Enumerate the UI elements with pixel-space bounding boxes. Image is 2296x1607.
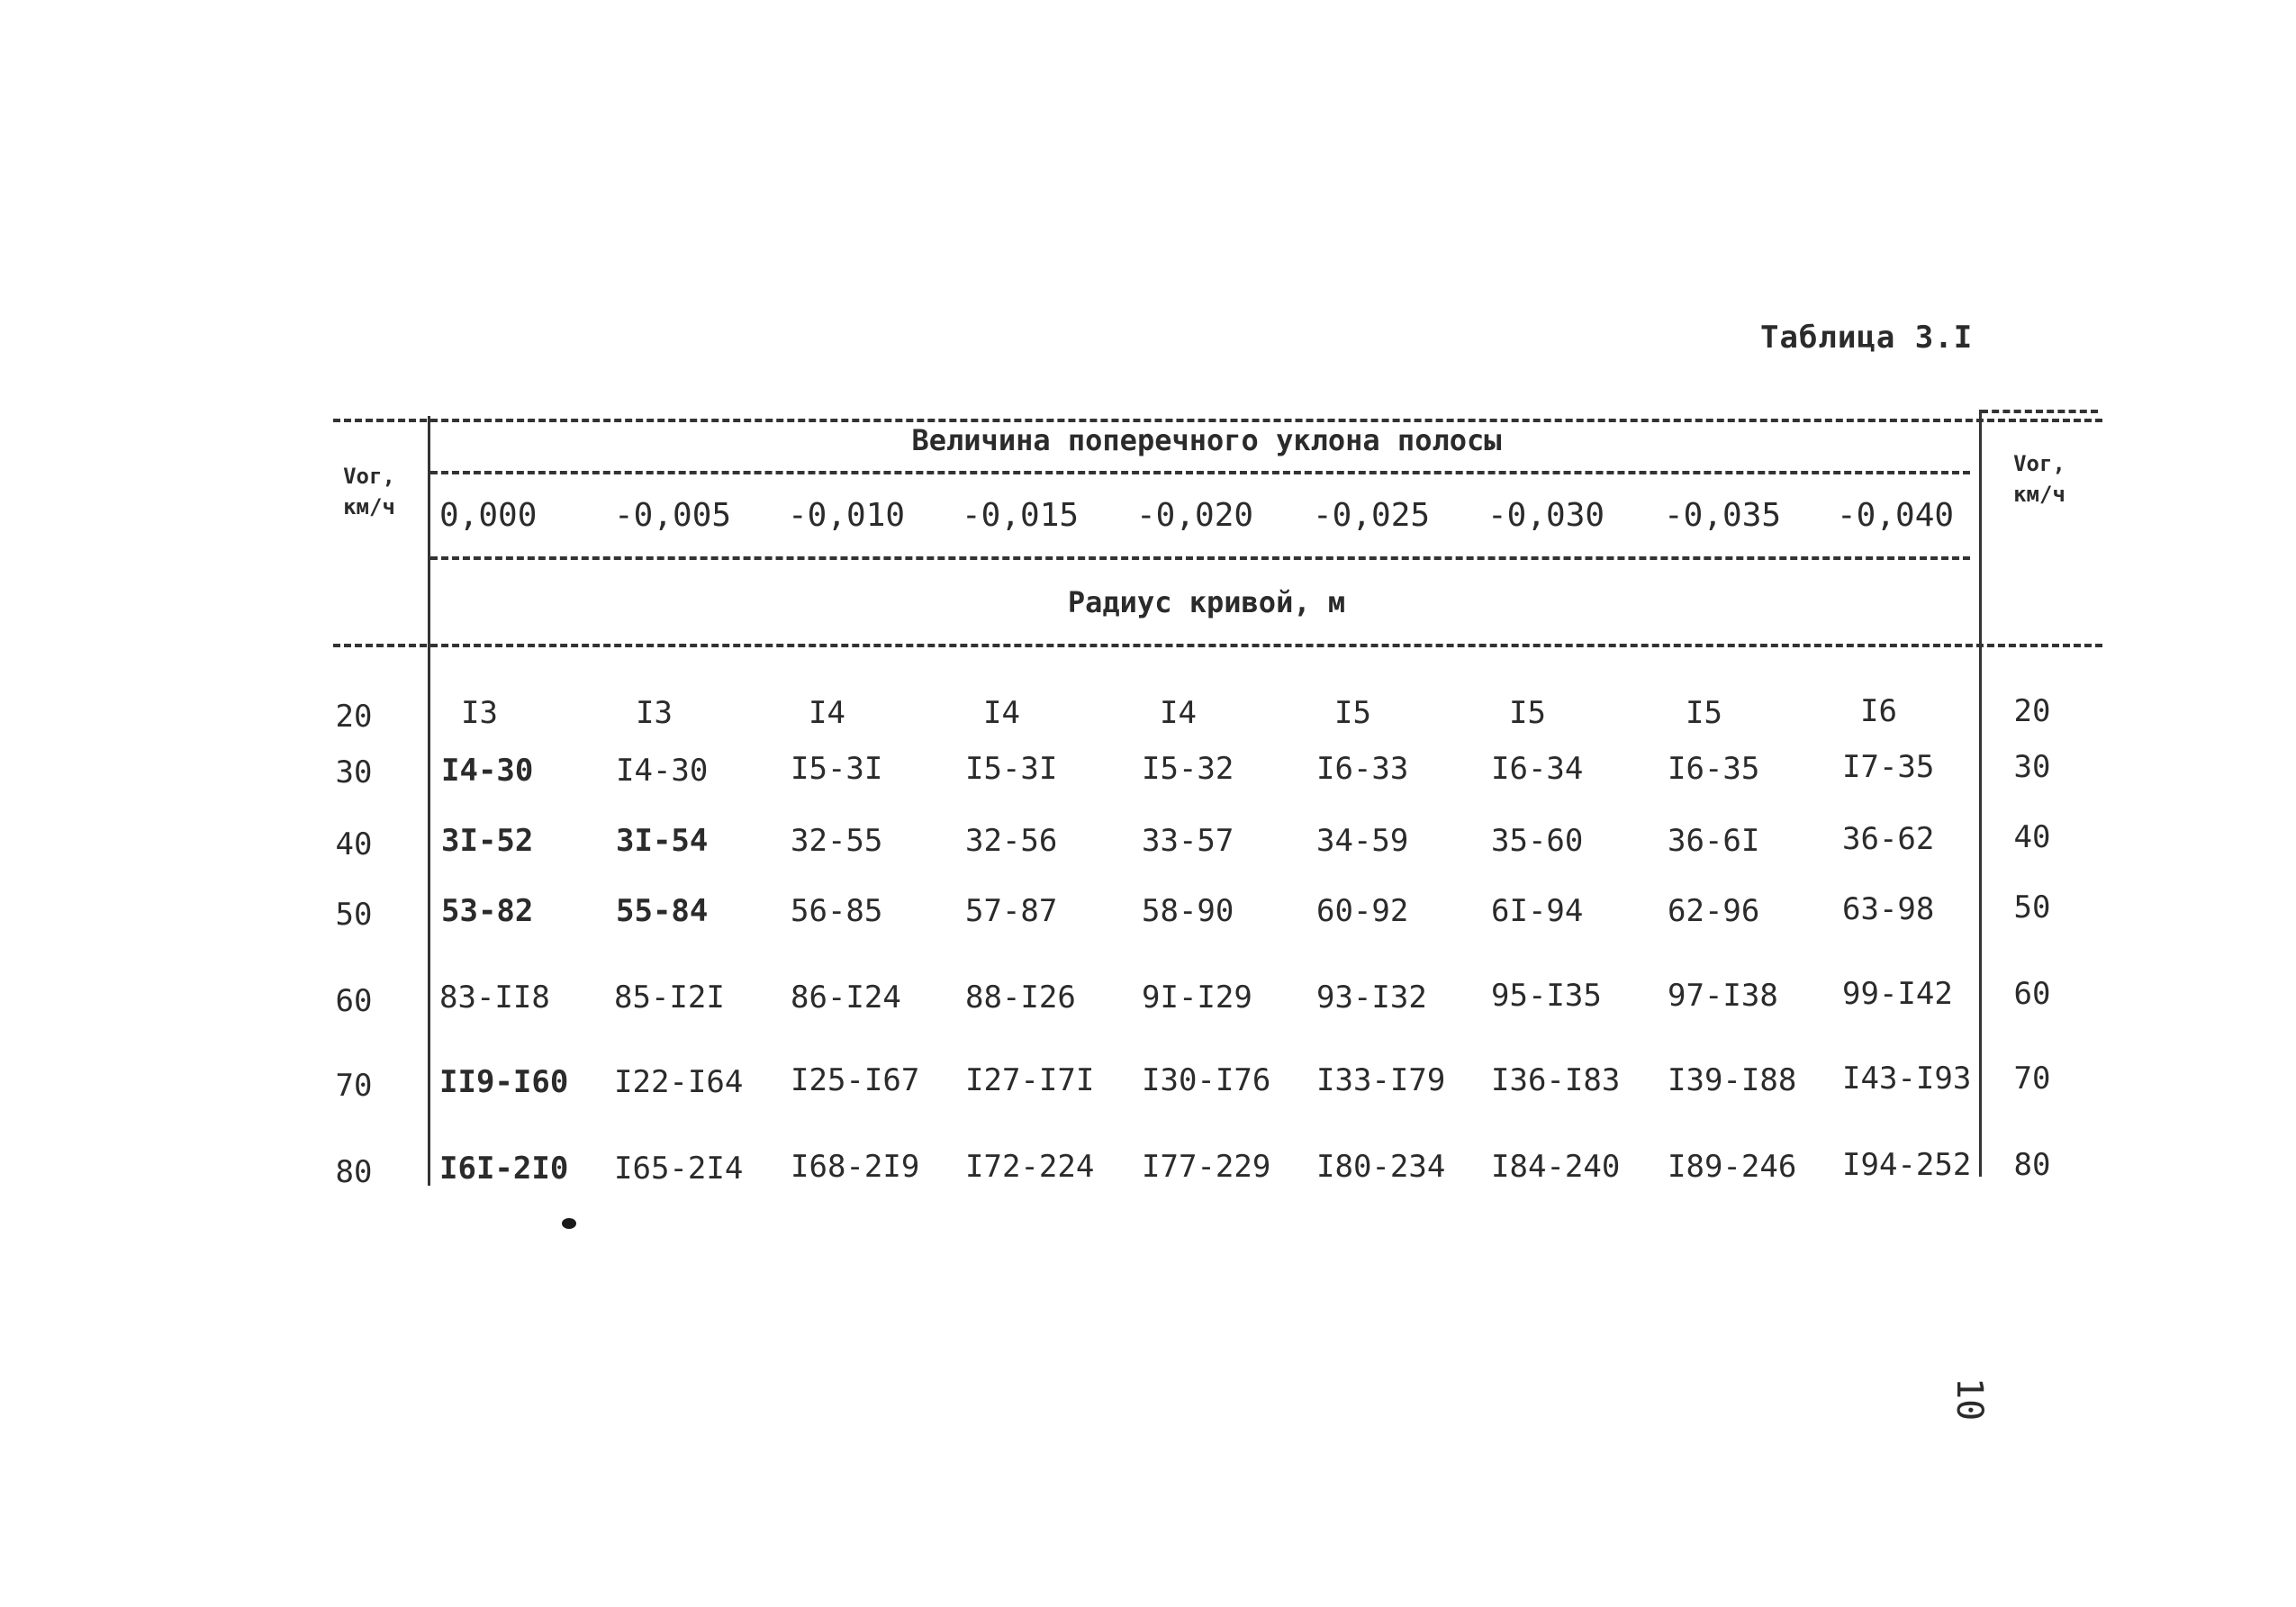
row-speed-right: 30 xyxy=(2013,749,2051,785)
table-cell: I33-I79 xyxy=(1316,1062,1446,1098)
table-cell: I84-240 xyxy=(1491,1149,1621,1185)
table-cell: 35-60 xyxy=(1491,823,1584,859)
table-cell: I4-30 xyxy=(441,753,534,789)
table-cell: I4-30 xyxy=(616,753,709,789)
table-cell: I30-I76 xyxy=(1142,1062,1271,1098)
table-cell: 93-I32 xyxy=(1316,980,1427,1016)
slope-value: -0,030 xyxy=(1487,497,1605,534)
slope-value: -0,015 xyxy=(962,497,1080,534)
slope-value: 0,000 xyxy=(439,497,538,534)
row-speed-right: 70 xyxy=(2013,1061,2051,1097)
row-speed-left: 70 xyxy=(335,1068,373,1104)
table-cell: I6-34 xyxy=(1491,751,1584,787)
slope-value: -0,020 xyxy=(1136,497,1254,534)
table-cell: I25-I67 xyxy=(791,1062,920,1098)
row-speed-left: 20 xyxy=(335,699,373,735)
table-cell: I68-2I9 xyxy=(791,1149,920,1185)
table-cell: 6I-94 xyxy=(1491,893,1584,929)
table-cell: 3I-54 xyxy=(616,823,709,859)
table-cell: I4 xyxy=(809,695,845,731)
table-cell: 9I-I29 xyxy=(1142,980,1252,1016)
row-speed-right: 50 xyxy=(2013,889,2051,925)
table-cell: I36-I83 xyxy=(1491,1062,1621,1098)
table-cell: I4 xyxy=(1160,695,1197,731)
table-cell: I89-246 xyxy=(1668,1149,1797,1185)
speed-header-left-line1: Vог, xyxy=(343,464,395,489)
rule-under-slopes xyxy=(430,556,1970,560)
table-cell: I3 xyxy=(636,695,673,731)
row-speed-left: 30 xyxy=(335,754,373,790)
table-cell: I65-2I4 xyxy=(614,1151,744,1187)
table-cell: I6-33 xyxy=(1316,751,1409,787)
page-number: 10 xyxy=(1948,1377,1990,1422)
rule-header-bottom xyxy=(333,644,2102,647)
ink-dot xyxy=(562,1218,576,1229)
table-cell: 32-56 xyxy=(965,823,1058,859)
row-speed-right: 40 xyxy=(2013,819,2051,855)
header-subtitle: Радиус кривой, м xyxy=(1067,585,1346,619)
table-cell: 55-84 xyxy=(616,893,709,929)
table-cell: I22-I64 xyxy=(614,1064,744,1100)
table-cell: I5 xyxy=(1686,695,1722,731)
table-cell: 95-I35 xyxy=(1491,978,1602,1014)
speed-header-right xyxy=(1990,448,2089,510)
speed-header-left-line2: км/ч xyxy=(343,494,395,519)
table-cell: 99-I42 xyxy=(1842,976,1953,1012)
table-cell: I5-3I xyxy=(791,751,883,787)
slope-value: -0,010 xyxy=(788,497,906,534)
table-cell: I43-I93 xyxy=(1842,1061,1972,1097)
table-cell: 83-II8 xyxy=(439,980,550,1016)
table-cell: 86-I24 xyxy=(791,980,901,1016)
table-cell: 33-57 xyxy=(1142,823,1234,859)
table-cell: I80-234 xyxy=(1316,1149,1446,1185)
table-cell: 60-92 xyxy=(1316,893,1409,929)
table-cell: 57-87 xyxy=(965,893,1058,929)
row-speed-left: 80 xyxy=(335,1154,373,1190)
table-cell: I4 xyxy=(983,695,1020,731)
row-speed-left: 60 xyxy=(335,983,373,1019)
table-cell: 56-85 xyxy=(791,893,883,929)
table-cell: I39-I88 xyxy=(1668,1062,1797,1098)
rule-top-right xyxy=(1981,410,2098,413)
table-cell: 58-90 xyxy=(1142,893,1234,929)
table-cell: 62-96 xyxy=(1668,893,1760,929)
table-cell: 53-82 xyxy=(441,893,534,929)
rule-top xyxy=(333,419,2102,422)
table-cell: 36-62 xyxy=(1842,821,1935,857)
rule-under-title xyxy=(430,471,1970,474)
table-cell: I5-32 xyxy=(1142,751,1234,787)
slope-value: -0,040 xyxy=(1837,497,1955,534)
table-cell: 97-I38 xyxy=(1668,978,1778,1014)
table-cell: I72-224 xyxy=(965,1149,1095,1185)
header-title: Величина поперечного уклона полосы xyxy=(911,423,1502,457)
row-speed-right: 80 xyxy=(2013,1147,2051,1183)
table-cell: I5 xyxy=(1509,695,1546,731)
table-title: Таблица 3.I xyxy=(1760,320,1974,356)
table-cell: I6-35 xyxy=(1668,751,1760,787)
table-cell: I6 xyxy=(1860,693,1897,729)
table-cell: I5 xyxy=(1334,695,1371,731)
table-cell: 88-I26 xyxy=(965,980,1076,1016)
speed-header-right-line1: Vог, xyxy=(2013,451,2065,476)
row-speed-right: 60 xyxy=(2013,976,2051,1012)
speed-header-right-line2: км/ч xyxy=(2013,482,2065,507)
row-speed-left: 40 xyxy=(335,826,373,862)
left-column-rule xyxy=(428,416,430,1186)
row-speed-right: 20 xyxy=(2013,693,2051,729)
table-cell: I7-35 xyxy=(1842,749,1935,785)
table-cell: I6I-2I0 xyxy=(439,1151,569,1187)
slope-value: -0,005 xyxy=(614,497,732,534)
table-cell: 63-98 xyxy=(1842,891,1935,927)
table-cell: 3I-52 xyxy=(441,823,534,859)
row-speed-left: 50 xyxy=(335,897,373,933)
table-cell: 85-I2I xyxy=(614,980,725,1016)
right-column-rule xyxy=(1979,410,1982,1177)
table-cell: I77-229 xyxy=(1142,1149,1271,1185)
table-cell: 34-59 xyxy=(1316,823,1409,859)
table-cell: 32-55 xyxy=(791,823,883,859)
table-cell: II9-I60 xyxy=(439,1064,569,1100)
slope-value: -0,025 xyxy=(1313,497,1431,534)
slope-value: -0,035 xyxy=(1664,497,1782,534)
table-cell: I94-252 xyxy=(1842,1147,1972,1183)
table-cell: 36-6I xyxy=(1668,823,1760,859)
speed-header-left xyxy=(320,461,419,522)
table-cell: I3 xyxy=(461,695,498,731)
table-cell: I27-I7I xyxy=(965,1062,1095,1098)
table-cell: I5-3I xyxy=(965,751,1058,787)
